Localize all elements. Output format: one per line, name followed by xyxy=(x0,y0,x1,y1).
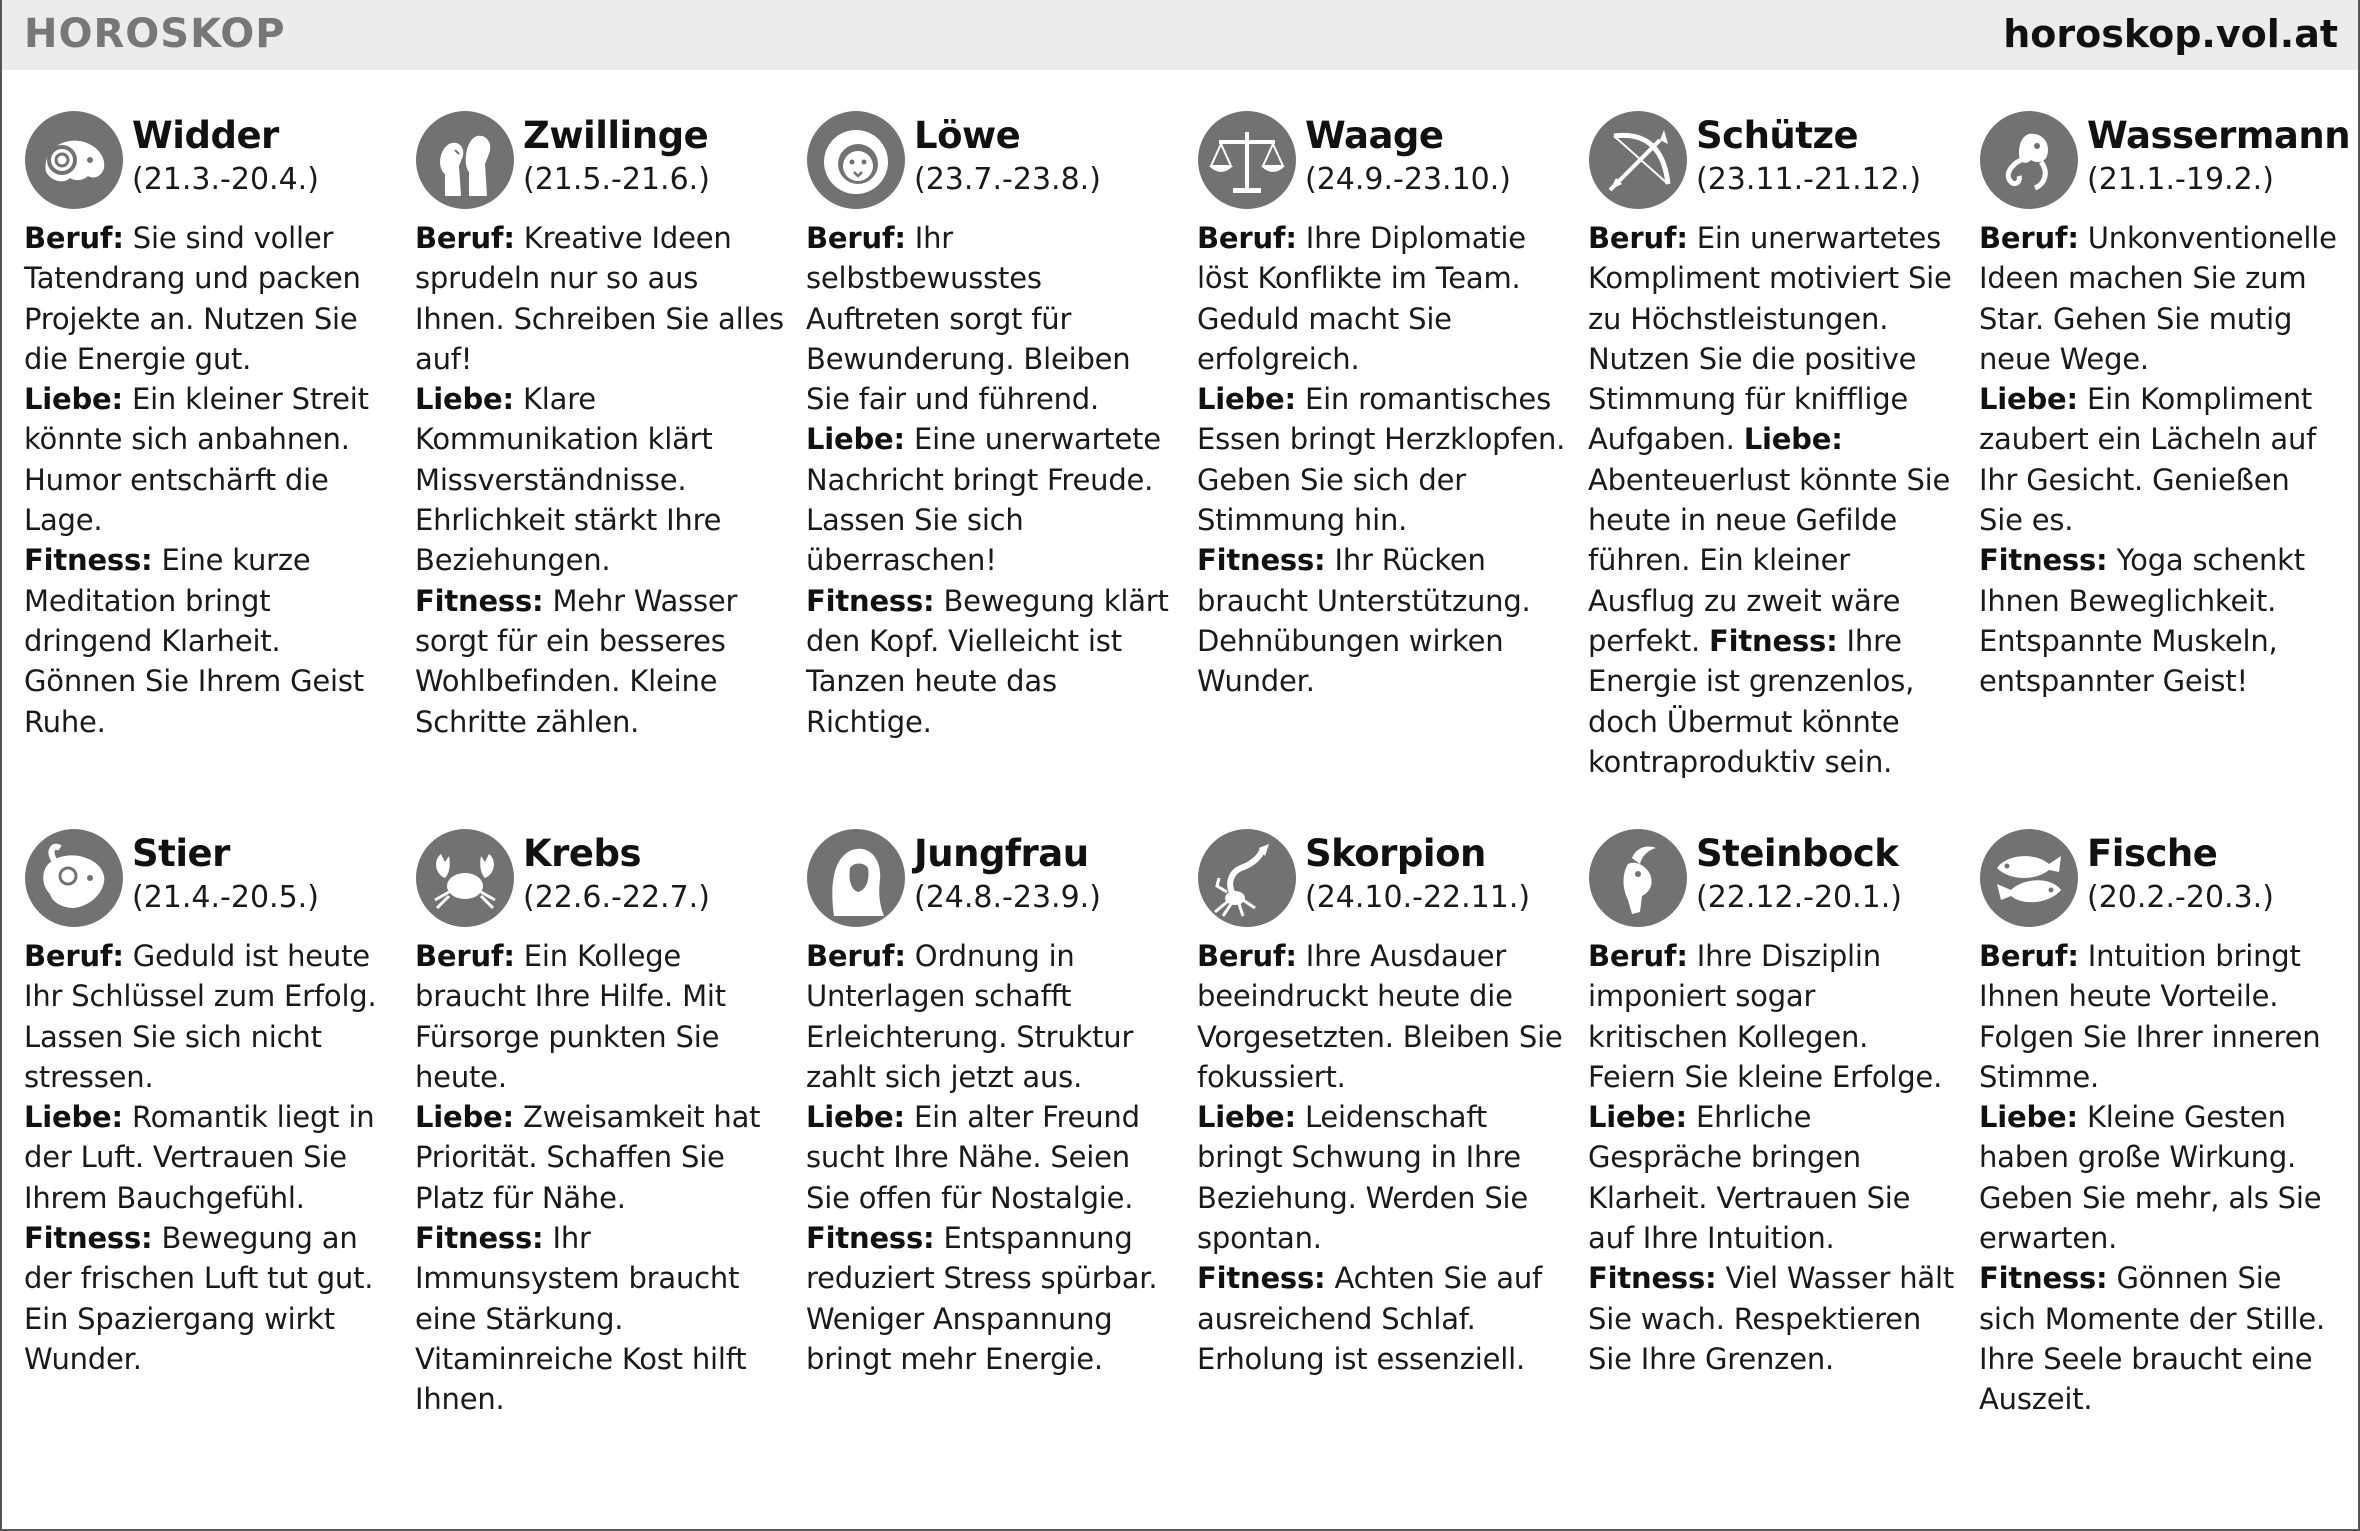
sign-zwillinge xyxy=(415,110,785,742)
fish-icon xyxy=(1979,828,2079,928)
beruf-text: Ihre Disziplin imponiert sogar kritischen Kollegen. Feiern Sie kleine Erfolge. xyxy=(1588,939,1943,1094)
fitness-label: Fitness: xyxy=(1197,1261,1326,1296)
sign-dates: (24.9.-23.10.) xyxy=(1305,162,1511,197)
sign-text xyxy=(1979,218,2339,702)
fitness-text: Entspannung reduziert Stress spürbar. Weniger Anspannung bringt mehr Energie. xyxy=(806,1221,1158,1376)
beruf-label: Beruf: xyxy=(806,221,906,255)
beruf-text: Ordnung in Unterlagen schafft Erleichterung. Struktur zahlt sich jetzt aus. xyxy=(806,939,1134,1094)
sign-name: Wassermann xyxy=(2087,114,2351,157)
liebe-text: Kleine Gesten haben große Wirkung. Geben Sie mehr, als Sie erwarten. xyxy=(1979,1100,2322,1256)
sign-name: Steinbock xyxy=(1696,832,1899,875)
fitness-text: Gönnen Sie sich Momente der Stille. Ihre Seele braucht eine Auszeit. xyxy=(1979,1261,2325,1417)
twins-icon xyxy=(415,110,515,210)
fitness-label: Fitness: xyxy=(1197,543,1326,578)
sign-name: Waage xyxy=(1305,114,1444,157)
sign-dates: (22.6.-22.7.) xyxy=(523,880,710,915)
fitness-label: Fitness: xyxy=(1979,1261,2108,1296)
liebe-text: Klare Kommunikation klärt Missverständnisse. Ehrlichkeit stärkt Ihre Beziehungen. xyxy=(415,382,722,578)
sign-schuetze xyxy=(1588,110,1958,782)
sign-dates: (24.8.-23.9.) xyxy=(914,880,1101,915)
sign-wassermann xyxy=(1979,110,2351,702)
sign-waage xyxy=(1197,110,1567,702)
beruf-label: Beruf: xyxy=(24,221,124,255)
beruf-label: Beruf: xyxy=(1588,939,1688,973)
beruf-text: Intuition bringt Ihnen heute Vorteile. Folgen Sie Ihrer inneren Stimme. xyxy=(1979,939,2321,1094)
beruf-text: Ihr selbstbewusstes Auftreten sorgt für Bewunderung. Bleiben Sie fair und führend. xyxy=(806,221,1131,417)
sign-jungfrau xyxy=(806,828,1176,1379)
liebe-text: Leidenschaft bringt Schwung in Ihre Beziehung. Werden Sie spontan. xyxy=(1197,1100,1529,1256)
liebe-label: Liebe: xyxy=(24,1100,123,1135)
sign-text xyxy=(1197,936,1567,1379)
beruf-text: Geduld ist heute Ihr Schlüssel zum Erfolg. Lassen Sie sich nicht stressen. xyxy=(24,939,377,1094)
water-bearer-icon xyxy=(1979,110,2079,210)
maiden-icon xyxy=(806,828,906,928)
crab-icon xyxy=(415,828,515,928)
beruf-text: Ihre Diplomatie löst Konflikte im Team. Geduld macht Sie erfolgreich. xyxy=(1197,221,1526,376)
liebe-text: Ein kleiner Streit könnte sich anbahnen. Humor entschärft die Lage. xyxy=(24,382,369,538)
liebe-label: Liebe: xyxy=(1979,1100,2078,1135)
liebe-text: Ein romantisches Essen bringt Herzklopfen. Geben Sie sich der Stimmung hin. xyxy=(1197,382,1566,538)
header-bar xyxy=(2,0,2358,70)
sign-name: Jungfrau xyxy=(914,832,1089,875)
liebe-text: Ein alter Freund sucht Ihre Nähe. Seien Sie offen für Nostalgie. xyxy=(806,1100,1140,1215)
beruf-text: Unkonventionelle Ideen machen Sie zum Star. Gehen Sie mutig neue Wege. xyxy=(1979,221,2337,376)
sign-skorpion xyxy=(1197,828,1567,1379)
fitness-text: Viel Wasser hält Sie wach. Respektieren Sie Ihre Grenzen. xyxy=(1588,1261,1955,1376)
sign-text xyxy=(1197,218,1567,702)
sign-dates: (23.7.-23.8.) xyxy=(914,162,1101,197)
fitness-label: Fitness: xyxy=(1979,543,2108,578)
liebe-label: Liebe: xyxy=(806,1100,905,1135)
sign-name: Skorpion xyxy=(1305,832,1486,875)
sign-text xyxy=(1979,936,2339,1420)
archer-icon xyxy=(1588,110,1688,210)
sign-text xyxy=(415,936,785,1420)
fitness-text: Bewegung an der frischen Luft tut gut. Ein Spaziergang wirkt Wunder. xyxy=(24,1221,374,1376)
liebe-text: Eine unerwartete Nachricht bringt Freude. Lassen Sie sich überraschen! xyxy=(806,422,1161,578)
liebe-text: Zweisamkeit hat Priorität. Schaffen Sie Platz für Nähe. xyxy=(415,1100,761,1215)
beruf-label: Beruf: xyxy=(24,939,124,973)
sign-text xyxy=(415,218,785,742)
fitness-label: Fitness: xyxy=(1588,1261,1717,1296)
page-title: HOROSKOP xyxy=(24,11,286,57)
lion-icon xyxy=(806,110,906,210)
liebe-label: Liebe: xyxy=(415,382,514,417)
fitness-text: Mehr Wasser sorgt für ein besseres Wohlbefinden. Kleine Schritte zählen. xyxy=(415,583,738,739)
liebe-label: Liebe: xyxy=(1743,422,1843,457)
sign-text xyxy=(24,936,394,1379)
sign-name: Stier xyxy=(132,832,230,875)
fitness-label: Fitness: xyxy=(806,1221,935,1256)
sign-dates: (21.5.-21.6.) xyxy=(523,162,710,197)
beruf-label: Beruf: xyxy=(1197,221,1297,255)
sign-dates: (21.3.-20.4.) xyxy=(132,162,319,197)
fitness-text: Ihr Immunsystem braucht eine Stärkung. Vitaminreiche Kost hilft Ihnen. xyxy=(415,1221,747,1417)
site-url: horoskop.vol.at xyxy=(2003,12,2338,56)
sign-text xyxy=(24,218,394,742)
liebe-label: Liebe: xyxy=(415,1100,514,1135)
ram-icon xyxy=(24,110,124,210)
beruf-label: Beruf: xyxy=(415,221,515,255)
liebe-label: Liebe: xyxy=(1197,1100,1296,1135)
sign-stier xyxy=(24,828,394,1379)
sign-loewe xyxy=(806,110,1176,742)
fitness-text: Eine kurze Meditation bringt dringend Klarheit. Gönnen Sie Ihrem Geist Ruhe. xyxy=(24,543,364,739)
sign-dates: (22.12.-20.1.) xyxy=(1696,880,1902,915)
liebe-text: Romantik liegt in der Luft. Vertrauen Sie Ihrem Bauchgefühl. xyxy=(24,1100,375,1215)
beruf-label: Beruf: xyxy=(1979,939,2079,973)
beruf-text: Ein unerwartetes Kompliment motiviert Sie zu Höchstleistungen. Nutzen Sie die positive Stimmung für knifflige Aufgaben. xyxy=(1588,221,1952,457)
liebe-text: Abenteuerlust könnte Sie heute in neue Gefilde führen. Ein kleiner Ausflug zu zweit wäre perfekt. xyxy=(1588,462,1951,658)
sign-name: Zwillinge xyxy=(523,114,709,157)
fitness-text: Achten Sie auf ausreichend Schlaf. Erholung ist essenziell. xyxy=(1197,1261,1543,1376)
sign-name: Fische xyxy=(2087,832,2218,875)
liebe-label: Liebe: xyxy=(1588,1100,1687,1135)
beruf-label: Beruf: xyxy=(806,939,906,973)
sign-text xyxy=(806,218,1176,742)
scorpion-icon xyxy=(1197,828,1297,928)
fitness-label: Fitness: xyxy=(24,543,153,578)
sign-dates: (23.11.-21.12.) xyxy=(1696,162,1922,197)
sign-text xyxy=(806,936,1176,1379)
sign-name: Schütze xyxy=(1696,114,1859,157)
bull-icon xyxy=(24,828,124,928)
beruf-text: Sie sind voller Tatendrang und packen Projekte an. Nutzen Sie die Energie gut. xyxy=(24,221,361,376)
fitness-label: Fitness: xyxy=(1709,623,1838,658)
goat-icon xyxy=(1588,828,1688,928)
sign-dates: (21.4.-20.5.) xyxy=(132,880,319,915)
sign-dates: (24.10.-22.11.) xyxy=(1305,880,1531,915)
sign-text xyxy=(1588,218,1958,782)
beruf-label: Beruf: xyxy=(1588,221,1688,255)
sign-steinbock xyxy=(1588,828,1958,1379)
liebe-label: Liebe: xyxy=(1979,382,2078,417)
fitness-text: Ihre Energie ist grenzenlos, doch Übermut könnte kontraproduktiv sein. xyxy=(1588,623,1915,779)
fitness-label: Fitness: xyxy=(24,1221,153,1256)
sign-dates: (20.2.-20.3.) xyxy=(2087,880,2274,915)
sign-text xyxy=(1588,936,1958,1379)
beruf-label: Beruf: xyxy=(415,939,515,973)
beruf-text: Ein Kollege braucht Ihre Hilfe. Mit Fürsorge punkten Sie heute. xyxy=(415,939,726,1094)
sign-dates: (21.1.-19.2.) xyxy=(2087,162,2274,197)
sign-fische xyxy=(1979,828,2339,1420)
liebe-label: Liebe: xyxy=(1197,382,1296,417)
liebe-label: Liebe: xyxy=(24,382,123,417)
fitness-label: Fitness: xyxy=(415,583,544,618)
liebe-text: Ein Kompliment zaubert ein Lächeln auf Ihr Gesicht. Genießen Sie es. xyxy=(1979,382,2317,538)
sign-name: Löwe xyxy=(914,114,1021,157)
beruf-text: Kreative Ideen sprudeln nur so aus Ihnen. Schreiben Sie alles auf! xyxy=(415,221,784,376)
fitness-text: Yoga schenkt Ihnen Beweglichkeit. Entspannte Muskeln, entspannter Geist! xyxy=(1979,543,2305,699)
beruf-text: Ihre Ausdauer beeindruckt heute die Vorgesetzten. Bleiben Sie fokussiert. xyxy=(1197,939,1563,1094)
fitness-label: Fitness: xyxy=(415,1221,544,1256)
fitness-label: Fitness: xyxy=(806,583,935,618)
sign-name: Krebs xyxy=(523,832,642,875)
fitness-text: Bewegung klärt den Kopf. Vielleicht ist Tanzen heute das Richtige. xyxy=(806,583,1169,739)
liebe-text: Ehrliche Gespräche bringen Klarheit. Vertrauen Sie auf Ihre Intuition. xyxy=(1588,1100,1911,1256)
sign-name: Widder xyxy=(132,114,279,157)
liebe-label: Liebe: xyxy=(806,422,905,457)
sign-widder xyxy=(24,110,394,742)
sign-krebs xyxy=(415,828,785,1420)
beruf-label: Beruf: xyxy=(1979,221,2079,255)
fitness-text: Ihr Rücken braucht Unterstützung. Dehnübungen wirken Wunder. xyxy=(1197,543,1531,699)
scales-icon xyxy=(1197,110,1297,210)
beruf-label: Beruf: xyxy=(1197,939,1297,973)
